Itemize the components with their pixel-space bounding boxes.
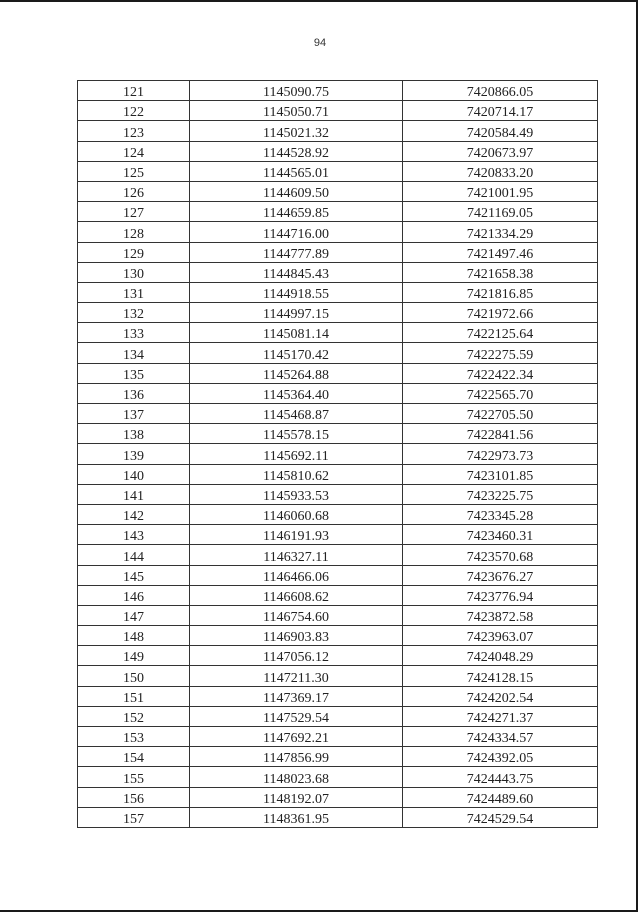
y-coordinate-cell: 7422973.73 [403, 444, 598, 464]
y-coordinate-cell: 7423776.94 [403, 585, 598, 605]
point-number-cell: 139 [78, 444, 190, 464]
table-row [78, 363, 598, 383]
x-coordinate-cell: 1145933.53 [190, 484, 403, 504]
point-number-cell: 145 [78, 565, 190, 585]
point-number-cell: 121 [78, 81, 190, 101]
point-number-cell: 134 [78, 343, 190, 363]
point-number-cell: 142 [78, 504, 190, 524]
table-row [78, 666, 598, 686]
x-coordinate-cell: 1147692.21 [190, 727, 403, 747]
y-coordinate-cell: 7420584.49 [403, 121, 598, 141]
point-number-cell: 150 [78, 666, 190, 686]
point-number-cell: 146 [78, 585, 190, 605]
x-coordinate-cell: 1144845.43 [190, 262, 403, 282]
table-row [78, 383, 598, 403]
y-coordinate-cell: 7422841.56 [403, 424, 598, 444]
table-row [78, 747, 598, 767]
y-coordinate-cell: 7420673.97 [403, 141, 598, 161]
y-coordinate-cell: 7421169.05 [403, 202, 598, 222]
point-number-cell: 131 [78, 282, 190, 302]
x-coordinate-cell: 1145021.32 [190, 121, 403, 141]
x-coordinate-cell: 1147369.17 [190, 686, 403, 706]
point-number-cell: 128 [78, 222, 190, 242]
y-coordinate-cell: 7421497.46 [403, 242, 598, 262]
y-coordinate-cell: 7421816.85 [403, 282, 598, 302]
table-row [78, 161, 598, 181]
table-row [78, 242, 598, 262]
table-row [78, 605, 598, 625]
table-row [78, 787, 598, 807]
y-coordinate-cell: 7424392.05 [403, 747, 598, 767]
y-coordinate-cell: 7424529.54 [403, 807, 598, 827]
table-row [78, 686, 598, 706]
x-coordinate-cell: 1144565.01 [190, 161, 403, 181]
point-number-cell: 137 [78, 404, 190, 424]
x-coordinate-cell: 1148023.68 [190, 767, 403, 787]
y-coordinate-cell: 7422705.50 [403, 404, 598, 424]
y-coordinate-cell: 7422565.70 [403, 383, 598, 403]
table-row [78, 585, 598, 605]
x-coordinate-cell: 1145692.11 [190, 444, 403, 464]
point-number-cell: 141 [78, 484, 190, 504]
table-row [78, 484, 598, 504]
x-coordinate-cell: 1146060.68 [190, 504, 403, 524]
table-row [78, 706, 598, 726]
point-number-cell: 149 [78, 646, 190, 666]
x-coordinate-cell: 1147529.54 [190, 706, 403, 726]
y-coordinate-cell: 7422125.64 [403, 323, 598, 343]
x-coordinate-cell: 1145810.62 [190, 464, 403, 484]
table-row [78, 525, 598, 545]
y-coordinate-cell: 7424048.29 [403, 646, 598, 666]
y-coordinate-cell: 7424443.75 [403, 767, 598, 787]
point-number-cell: 132 [78, 303, 190, 323]
point-number-cell: 148 [78, 626, 190, 646]
y-coordinate-cell: 7421658.38 [403, 262, 598, 282]
point-number-cell: 153 [78, 727, 190, 747]
x-coordinate-cell: 1145264.88 [190, 363, 403, 383]
y-coordinate-cell: 7421334.29 [403, 222, 598, 242]
y-coordinate-cell: 7420714.17 [403, 101, 598, 121]
table-row [78, 141, 598, 161]
table-row [78, 565, 598, 585]
x-coordinate-cell: 1145090.75 [190, 81, 403, 101]
table-row [78, 626, 598, 646]
point-number-cell: 133 [78, 323, 190, 343]
y-coordinate-cell: 7423225.75 [403, 484, 598, 504]
x-coordinate-cell: 1146327.11 [190, 545, 403, 565]
table-row [78, 424, 598, 444]
point-number-cell: 151 [78, 686, 190, 706]
y-coordinate-cell: 7423963.07 [403, 626, 598, 646]
table-row [78, 767, 598, 787]
point-number-cell: 135 [78, 363, 190, 383]
x-coordinate-cell: 1146903.83 [190, 626, 403, 646]
point-number-cell: 126 [78, 181, 190, 201]
x-coordinate-cell: 1144659.85 [190, 202, 403, 222]
x-coordinate-cell: 1148192.07 [190, 787, 403, 807]
x-coordinate-cell: 1145578.15 [190, 424, 403, 444]
x-coordinate-cell: 1144997.15 [190, 303, 403, 323]
point-number-cell: 122 [78, 101, 190, 121]
y-coordinate-cell: 7423676.27 [403, 565, 598, 585]
x-coordinate-cell: 1144609.50 [190, 181, 403, 201]
point-number-cell: 136 [78, 383, 190, 403]
x-coordinate-cell: 1145081.14 [190, 323, 403, 343]
x-coordinate-cell: 1144716.00 [190, 222, 403, 242]
table-row [78, 303, 598, 323]
x-coordinate-cell: 1148361.95 [190, 807, 403, 827]
x-coordinate-cell: 1147211.30 [190, 666, 403, 686]
point-number-cell: 152 [78, 706, 190, 726]
y-coordinate-cell: 7421972.66 [403, 303, 598, 323]
table-row [78, 222, 598, 242]
table-row [78, 404, 598, 424]
x-coordinate-cell: 1144528.92 [190, 141, 403, 161]
coordinates-table-body [78, 81, 598, 828]
table-row [78, 282, 598, 302]
x-coordinate-cell: 1146754.60 [190, 605, 403, 625]
table-row [78, 343, 598, 363]
table-row [78, 81, 598, 101]
table-row [78, 727, 598, 747]
table-row [78, 504, 598, 524]
table-row [78, 262, 598, 282]
x-coordinate-cell: 1146191.93 [190, 525, 403, 545]
y-coordinate-cell: 7422275.59 [403, 343, 598, 363]
x-coordinate-cell: 1145364.40 [190, 383, 403, 403]
y-coordinate-cell: 7424489.60 [403, 787, 598, 807]
point-number-cell: 123 [78, 121, 190, 141]
x-coordinate-cell: 1145050.71 [190, 101, 403, 121]
table-row [78, 545, 598, 565]
y-coordinate-cell: 7421001.95 [403, 181, 598, 201]
x-coordinate-cell: 1147056.12 [190, 646, 403, 666]
point-number-cell: 157 [78, 807, 190, 827]
table-row [78, 807, 598, 827]
point-number-cell: 124 [78, 141, 190, 161]
point-number-cell: 155 [78, 767, 190, 787]
coordinates-table [77, 80, 598, 828]
point-number-cell: 127 [78, 202, 190, 222]
x-coordinate-cell: 1146608.62 [190, 585, 403, 605]
y-coordinate-cell: 7423101.85 [403, 464, 598, 484]
y-coordinate-cell: 7423570.68 [403, 545, 598, 565]
point-number-cell: 154 [78, 747, 190, 767]
x-coordinate-cell: 1144777.89 [190, 242, 403, 262]
y-coordinate-cell: 7423345.28 [403, 504, 598, 524]
table-row [78, 202, 598, 222]
y-coordinate-cell: 7424334.57 [403, 727, 598, 747]
x-coordinate-cell: 1145170.42 [190, 343, 403, 363]
point-number-cell: 125 [78, 161, 190, 181]
point-number-cell: 130 [78, 262, 190, 282]
point-number-cell: 140 [78, 464, 190, 484]
x-coordinate-cell: 1146466.06 [190, 565, 403, 585]
x-coordinate-cell: 1145468.87 [190, 404, 403, 424]
table-row [78, 646, 598, 666]
y-coordinate-cell: 7424271.37 [403, 706, 598, 726]
point-number-cell: 144 [78, 545, 190, 565]
y-coordinate-cell: 7420866.05 [403, 81, 598, 101]
point-number-cell: 143 [78, 525, 190, 545]
y-coordinate-cell: 7424128.15 [403, 666, 598, 686]
y-coordinate-cell: 7422422.34 [403, 363, 598, 383]
point-number-cell: 156 [78, 787, 190, 807]
y-coordinate-cell: 7420833.20 [403, 161, 598, 181]
y-coordinate-cell: 7424202.54 [403, 686, 598, 706]
x-coordinate-cell: 1144918.55 [190, 282, 403, 302]
table-row [78, 444, 598, 464]
page-number: 94 [313, 37, 327, 49]
table-row [78, 323, 598, 343]
table-row [78, 464, 598, 484]
table-row [78, 121, 598, 141]
table-row [78, 101, 598, 121]
point-number-cell: 129 [78, 242, 190, 262]
point-number-cell: 138 [78, 424, 190, 444]
x-coordinate-cell: 1147856.99 [190, 747, 403, 767]
table-row [78, 181, 598, 201]
y-coordinate-cell: 7423460.31 [403, 525, 598, 545]
point-number-cell: 147 [78, 605, 190, 625]
y-coordinate-cell: 7423872.58 [403, 605, 598, 625]
